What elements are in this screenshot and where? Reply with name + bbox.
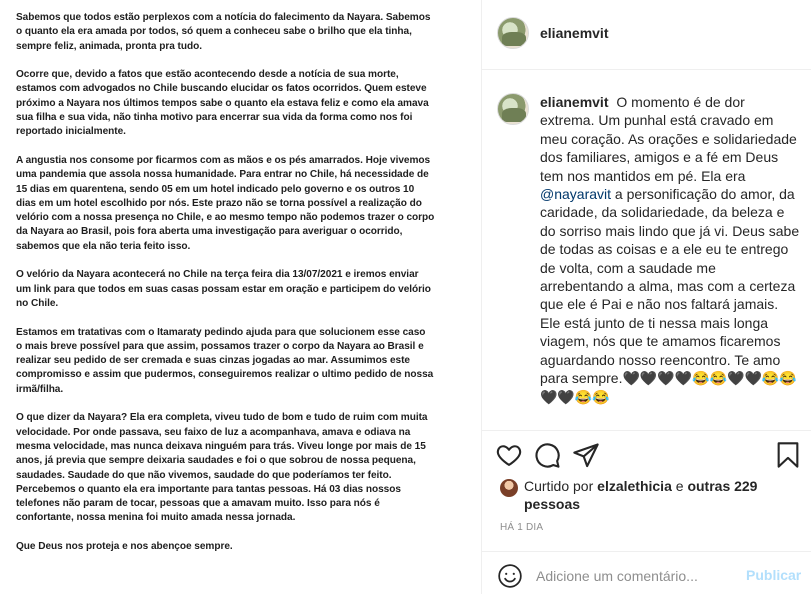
letter-line: Sabemos que todos estão perplexos com a notícia do falecimento da Nayara. Sabemos bbox=[16, 12, 431, 23]
likes-others-link[interactable]: outras 229 pessoas bbox=[524, 478, 758, 512]
post-header bbox=[482, 0, 811, 70]
letter-line: Que Deus nos proteja e nos abençoe sempre. bbox=[16, 540, 233, 552]
letter-line: O velório da Nayara acontecerá no Chile na terça feira dia 13/07/2021 e iremos enviar bbox=[16, 269, 419, 281]
post-caption bbox=[540, 93, 802, 406]
heart-icon[interactable] bbox=[495, 441, 523, 469]
post-actions bbox=[482, 430, 811, 594]
letter-paragraph bbox=[16, 411, 468, 525]
likes-connector: e bbox=[675, 478, 684, 494]
letter-line: um link para que todos em suas casas possam estar em oração e participem do velório bbox=[16, 283, 431, 295]
caption-mention-link[interactable]: @nayaravit bbox=[540, 186, 612, 203]
letter-line: próximo a Nayara nos últimos tempos sabe o quanto ela estava feliz e como ela amava bbox=[16, 97, 429, 109]
letter-paragraph bbox=[16, 268, 468, 311]
letter-paragraph bbox=[16, 68, 468, 139]
author-username[interactable]: elianemvit bbox=[540, 25, 609, 41]
share-icon[interactable] bbox=[572, 441, 600, 469]
letter-line: velório com a nossa presença no Chile, e ao mesmo tempo não podemos trazer o corpo bbox=[16, 212, 435, 224]
letter-paragraph bbox=[16, 326, 468, 397]
letter-line: estamos com advogados no Chile buscando elucidar os fatos ocorridos. Quem esteve bbox=[16, 83, 427, 95]
letter-line: sua filha e sua vida, não tinha motivo para encerrar sua vida da forma como nos foi bbox=[16, 112, 413, 124]
letter-line: O que dizer da Nayara? Ela era completa, viveu tudo de bom e tudo de ruim com muita bbox=[16, 412, 428, 424]
letter-line: compromisso e assim que pudermos, conseguiremos realizar o ultimo pedido de nossa bbox=[16, 369, 434, 381]
publish-button[interactable]: Publicar bbox=[746, 567, 802, 583]
letter-line: uma pandemia que assola nossa humanidade. Para entrar no Chile, há necessidade de bbox=[16, 169, 429, 181]
letter-paragraph bbox=[16, 154, 468, 254]
comment-input[interactable] bbox=[536, 566, 736, 586]
letter-line: o mais breve possível para que assim, possamos trazer o corpo da Nayara ao Brasil e bbox=[16, 340, 424, 352]
letter-line: irmã/filha. bbox=[16, 383, 64, 395]
letter-line: Ocorre que, devido a fatos que estão acontecendo desde a notícia de sua morte, bbox=[16, 69, 399, 81]
post-letter-text bbox=[16, 11, 468, 569]
liker-username[interactable]: elzalethicia bbox=[597, 478, 672, 494]
emoji-icon[interactable] bbox=[497, 563, 523, 589]
caption-text-after: a personificação do amor, da caridade, da solidariedade, da beleza e do sorriso mais lindo que já vi. Deus sabe de todas as coisas e a ele eu te entrego de volta, com a saudade me arrebentando a alma, mas com a certeza que ele é Pai e não nos faltará jamais. Ele está junto de ti nessa mais longa viagem, nós que te amamos ficaremos aguardando nosso reencontro. Te amo para sempre.🖤🖤🖤🖤😂😂🖤🖤😂😂🖤🖤😂😂 bbox=[540, 186, 800, 405]
caption-username[interactable]: elianemvit bbox=[540, 94, 609, 110]
caption-area bbox=[482, 71, 811, 431]
letter-paragraph bbox=[16, 540, 468, 554]
letter-line: dias em um hotel escolhido por nós. Este prazo não se torna possível a realização do bbox=[16, 197, 422, 209]
post-timestamp[interactable]: HÁ 1 DIA bbox=[500, 522, 544, 533]
letter-line: Percebemos o quanto ela era importante para tantas pessoas. Há 03 dias nossos bbox=[16, 483, 401, 495]
letter-line: 15 dias em quarentena, sendo 05 em um hotel indicado pelo governo e os outros 10 bbox=[16, 183, 415, 195]
caption-avatar[interactable] bbox=[497, 93, 529, 125]
bookmark-icon[interactable] bbox=[774, 441, 802, 469]
letter-line: Estamos em tratativas com o Itamaraty pedindo ajuda para que solucionem esse caso bbox=[16, 326, 426, 338]
liker-avatar[interactable] bbox=[500, 479, 518, 497]
letter-line: mesma velocidade, mas nunca deixava ninguém para trás. Viveu longe por mais de 15 bbox=[16, 440, 426, 452]
letter-line: confortante, nossa menina foi muito amada nessa jornada. bbox=[16, 512, 296, 524]
letter-line: sempre feliz, animada, pronta pra tudo. bbox=[16, 40, 202, 52]
letter-paragraph bbox=[16, 11, 468, 54]
letter-line: sabemos que ela não teria feito isso. bbox=[16, 240, 191, 252]
letter-line: da Nayara ao Brasil, pois fora aberta uma investigação para averiguar o ocorrido, bbox=[16, 226, 403, 238]
likes-prefix: Curtido por bbox=[524, 478, 594, 494]
letter-line: o quanto ela era amada por todos, só quem a conheceu sabe o brilho que ela tinha, bbox=[16, 26, 412, 38]
letter-line: no Chile. bbox=[16, 297, 59, 309]
letter-line: velocidade. Por onde passava, seu faixo de luz a acompanhava, amava e odiava na bbox=[16, 426, 411, 438]
letter-line: anos, já previa que sempre deixaria saudades e foi o que sobrou de nossa pequena, bbox=[16, 455, 416, 467]
comment-icon[interactable] bbox=[533, 441, 561, 469]
letter-line: saudades. Saudade do que não vivemos, saudade do que poderíamos ter feito. bbox=[16, 469, 392, 481]
letter-line: reportado inicialmente. bbox=[16, 126, 126, 138]
letter-line: realizar seu pedido de ser cremada e suas cinzas jogadas ao mar. Assumimos este bbox=[16, 355, 410, 367]
post-details-panel bbox=[481, 0, 811, 594]
letter-line: A angustia nos consome por ficarmos com as mãos e os pés amarrados. Hoje vivemos bbox=[16, 154, 431, 166]
letter-line: telefones não param de tocar, pessoas que a amavam muito. Isso para nós é bbox=[16, 498, 380, 510]
comment-box bbox=[482, 551, 811, 594]
caption-text-before: O momento é de dor extrema. Um punhal está cravado em meu coração. As orações e solidariedade dos familiares, amigos e a fé em Deus tem nos mantidos em pé. Ela era bbox=[540, 94, 797, 184]
author-avatar[interactable] bbox=[497, 17, 529, 49]
